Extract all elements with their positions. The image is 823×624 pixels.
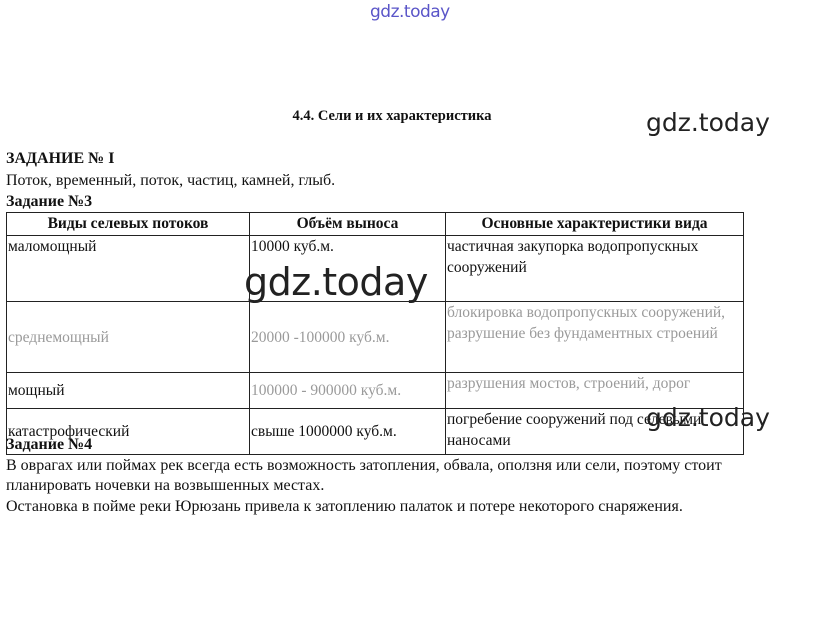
table-cell: свыше 1000000 куб.м.	[250, 409, 446, 455]
table-cell: 100000 - 900000 куб.м.	[250, 373, 446, 409]
watermark-top: gdz.today	[370, 2, 450, 22]
table-header-cell: Основные характеристики вида	[446, 213, 744, 236]
table-row	[7, 409, 744, 455]
table-header-row	[7, 213, 744, 236]
table-header-cell: Объём выноса	[250, 213, 446, 236]
watermark-middle: gdz.today	[244, 260, 428, 304]
table-cell: разрушения мостов, строений, дорог	[446, 373, 744, 409]
table-cell: катастрофический	[7, 409, 250, 455]
task3-heading: Задание №3	[6, 193, 93, 210]
task4-paragraph-2: Остановка в пойме реки Юрюзань привела к затоплению палаток и потере некоторого снаряжения.	[6, 498, 683, 515]
table-cell: погребение сооружений под селевыми наносами	[446, 409, 744, 455]
table-cell: 10000 куб.м.	[250, 236, 446, 302]
table-cell: частичная закупорка водопропускных сооружений	[446, 236, 744, 302]
table-row	[7, 373, 744, 409]
watermark-right-upper: gdz.today	[646, 108, 770, 137]
task1-heading: ЗАДАНИЕ № I	[6, 150, 115, 167]
table-cell: 20000 -100000 куб.м.	[250, 302, 446, 373]
mudflow-table	[6, 212, 744, 455]
table-cell: блокировка водопропускных сооружений, разрушение без фундаментных строений	[446, 302, 744, 373]
watermark-right-lower: gdz.today	[646, 403, 770, 432]
task4-heading: Задание №4	[6, 436, 93, 453]
task4-paragraph-1: В оврагах или поймах рек всегда есть возможность затопления, обвала, оползня или сели, поэтому стоит планировать ночевки на возвышенных местах.	[6, 457, 722, 494]
table-header-cell: Виды селевых потоков	[7, 213, 250, 236]
section-title: 4.4. Сели и их характеристика	[292, 108, 492, 124]
task1-answer: Поток, временный, поток, частиц, камней, глыб.	[6, 172, 336, 189]
table-cell: мощный	[7, 373, 250, 409]
table-cell: среднемощный	[7, 302, 250, 373]
table-cell: маломощный	[7, 236, 250, 302]
table-row	[7, 302, 744, 373]
